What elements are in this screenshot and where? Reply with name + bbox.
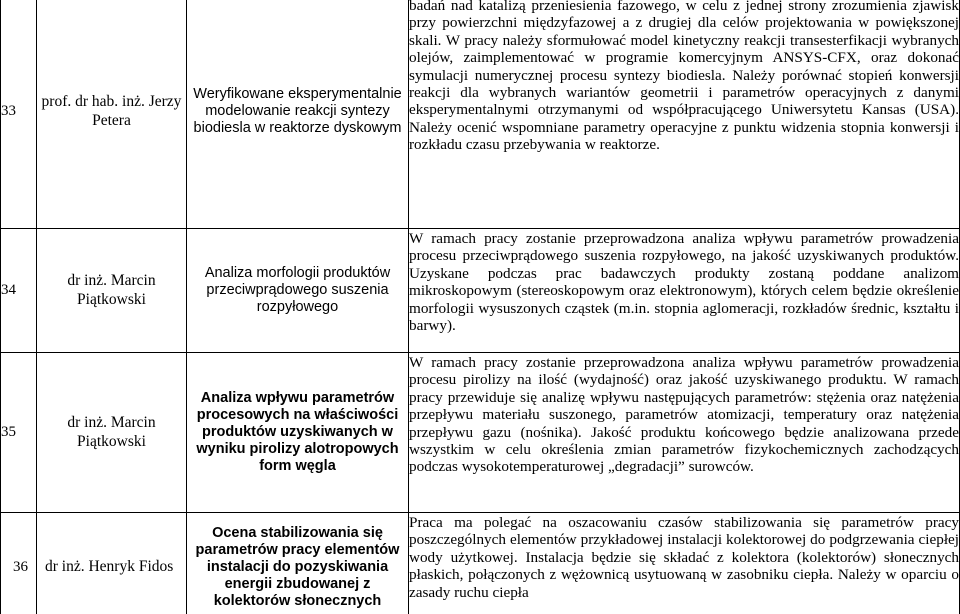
table-row <box>1 353 960 513</box>
thesis-title: Ocena stabilizowania się parametrów pracy elementów instalacji do pozyskiwania energii zbudowanej z kolektorów słonecznych <box>187 513 409 614</box>
row-number: 33 <box>1 0 37 229</box>
table-row <box>1 513 960 614</box>
thesis-title: Analiza morfologii produktów przeciwprądowego suszenia rozpyłowego <box>187 229 409 353</box>
supervisor-name: dr inż. Henryk Fidos <box>37 513 187 614</box>
table-row <box>1 229 960 353</box>
table-row <box>1 0 960 229</box>
supervisor-name: dr inż. Marcin Piątkowski <box>37 353 187 513</box>
supervisor-name: prof. dr hab. inż. Jerzy Petera <box>37 0 187 229</box>
thesis-description: W ramach pracy zostanie przeprowadzona analiza wpływu parametrów prowadzenia procesu pirolizy na ilość (wydajność) oraz jakość uzyskiwanego produktu. W ramach pracy przewiduje się analizę wpływu następujących parametrów: stężenia oraz natężenia przepływu materiału suszonego, parametrów atomizacji, temperatury oraz natężenia przepływu gazu (nośnika). Jakość produktu końcowego będzie analizowana przede wszystkim w celu określenia zmian parametrów fizykochemicznych zachodzących podczas wysokotemperaturowej „degradacji” surowców. <box>409 353 960 513</box>
row-number: 35 <box>1 353 37 513</box>
thesis-description: W ramach pracy zostanie przeprowadzona analiza wpływu parametrów prowadzenia procesu przeciwprądowego suszenia rozpyłowego, na jakość uzyskiwanych produktów. Uzyskane podczas prac badawczych produkty zostaną poddane analizom mikroskopowym (stereoskopowym oraz elektronowym), których celem będzie określenie morfologii wysuszonych cząstek (m.in. stopnia aglomeracji, rozkładów średnic, kształtu i barwy). <box>409 229 960 353</box>
row-number: 36 <box>1 513 37 614</box>
thesis-title: Weryfikowane eksperymentalnie modelowanie reakcji syntezy biodiesla w reaktorze dyskowym <box>187 0 409 229</box>
thesis-description: badań nad katalizą przeniesienia fazowego, w celu z jednej strony zrozumienia zjawisk przy powierzchni międzyfazowej a z drugiej dla celów projektowania w powiększonej skali. W pracy należy sformułować model kinetyczny reakcji transesterfikacji wybranych olejów, zaimplementować w programie komercyjnym ANSYS-CFX, oraz dokonać symulacji numerycznej procesu syntezy biodiesla. Należy porównać stopień konwersji reakcji dla wybranych wariantów geometrii i parametrów operacyjnych z danymi eksperymentalnymi otrzymanymi od współpracującego Uniwersytetu Kansas (USA). Należy ocenić wspomniane parametry operacyjne z punktu widzenia stopnia konwersji i rozkładu czasu przebywania w reaktorze. <box>409 0 960 229</box>
thesis-description: Praca ma polegać na oszacowaniu czasów stabilizowania się parametrów pracy poszczególnych elementów przykładowej instalacji kolektorowej do podgrzewania ciepłej wody użytkowej. Instalacja będzie się składać z kolektora (kolektorów) słonecznych płaskich, połączonych z wężownicą usytuowaną w zasobniku ciepła. Należy w oparciu o zasady ruchu ciepła <box>409 513 960 614</box>
thesis-title: Analiza wpływu parametrów procesowych na właściwości produktów uzyskiwanych w wyniku pirolizy alotropowych form węgla <box>187 353 409 513</box>
supervisor-name: dr inż. Marcin Piątkowski <box>37 229 187 353</box>
row-number: 34 <box>1 229 37 353</box>
